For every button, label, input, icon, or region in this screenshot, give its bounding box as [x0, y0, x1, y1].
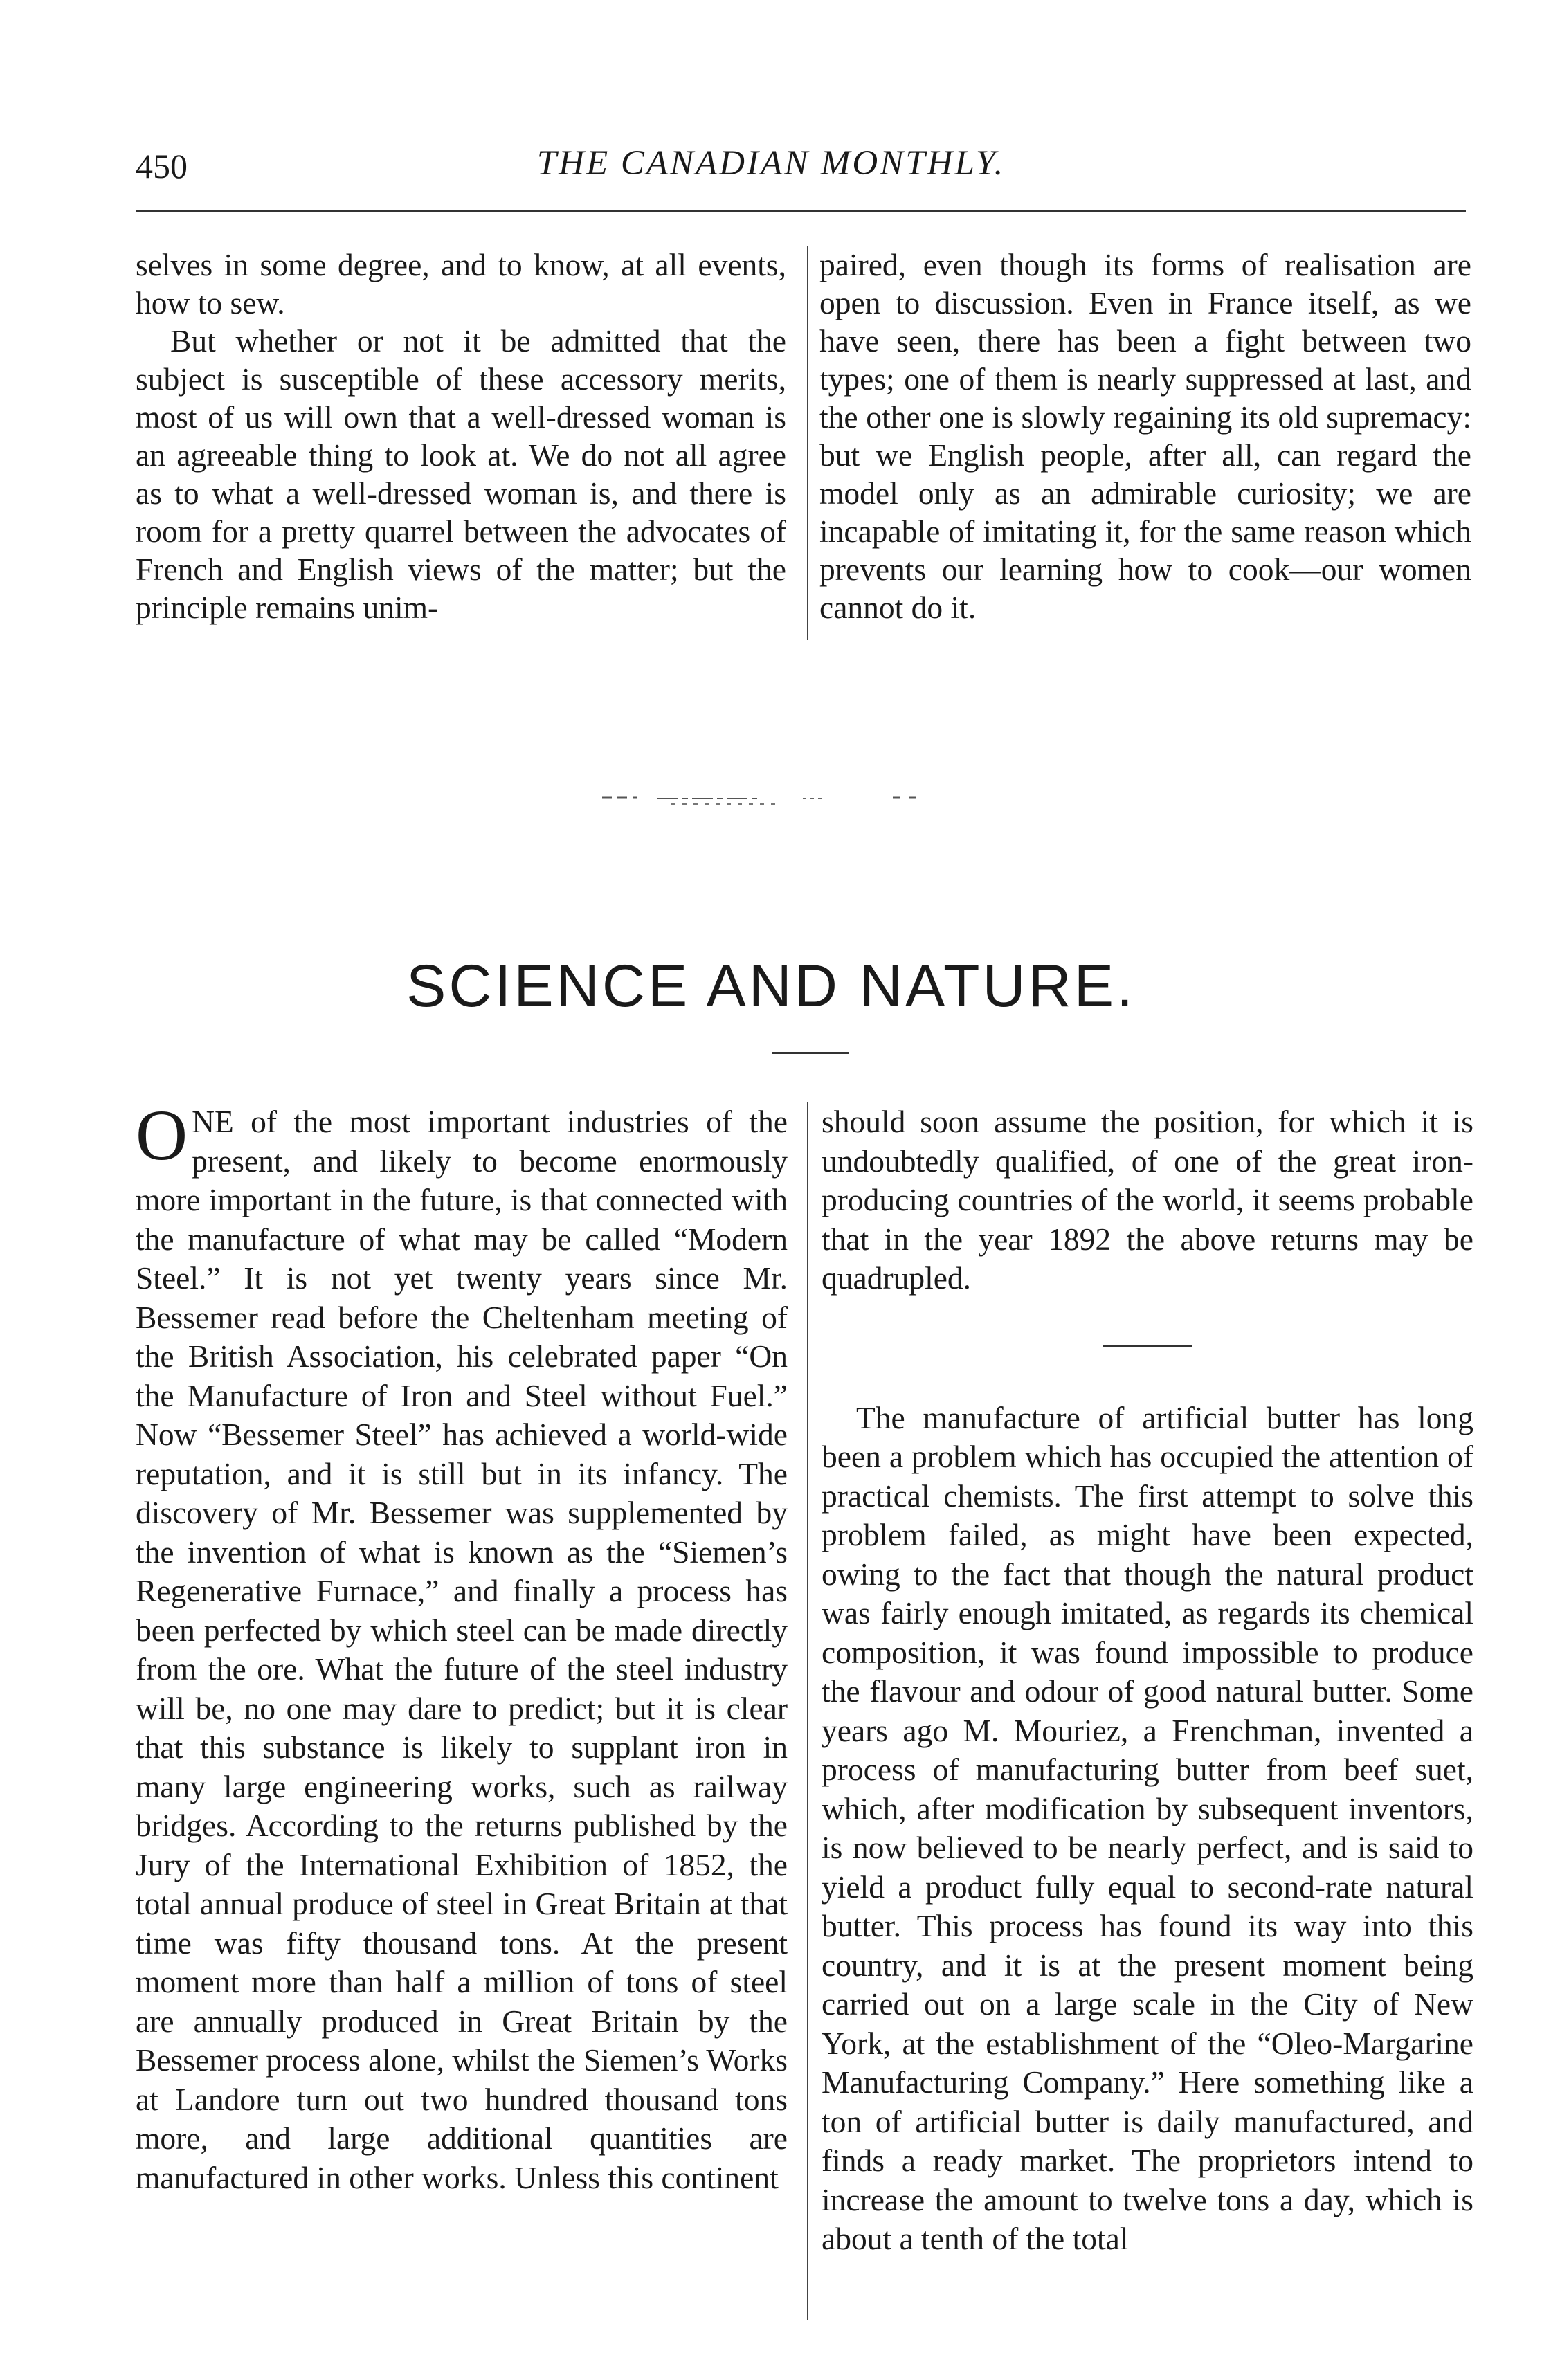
- paragraph: selves in some degree, and to know, at all events, how to sew.: [136, 247, 786, 320]
- paragraph-text: of the most important industries of the present, and likely to become enormously more important in the future, is that connected with the manufacture of what may be called “Modern Steel.” It is not yet twenty years since Mr. Bessemer read before the Cheltenham meeting of the British Association, his celebrated paper “On the Manufacture of Iron and Steel without Fuel.” Now “Bessemer Steel” has achieved a world-wide reputation, and it is still but in its infancy. The discovery of Mr. Bessemer was supplemented by the invention of what is known as the “Siemen’s Regenerative Furnace,” and finally a process has been perfected by which steel can be made directly from the ore. What the future of the steel industry will be, no one may dare to predict; but it is clear that this substance is likely to supplant iron in many large engineering works, such as railway bridges. According to the returns published by the Jury of the International Exhibition of 1852, the total annual produce of steel in Great Britain at that time was fifty thousand tons. At the present moment more than half a million of tons of steel are annually produced in Great Britain by the Bessemer process alone, whilst the Siemen’s Works at Landore turn out two hundred thousand tons more, and large additional quantities are manufactured in other works. Unless this continent: [136, 1104, 788, 2195]
- running-title: THE CANADIAN MONTHLY.: [536, 144, 1006, 183]
- paragraph: should soon assume the position, for which it is undoubtedly qualified, of one of the great iron-producing countries of the world, it seems probable that in the year 1892 the above returns may be quadrupled.: [822, 1104, 1473, 1296]
- column-divider: [807, 246, 808, 640]
- header-rule: [136, 210, 1466, 212]
- opening-caps: NE: [192, 1104, 234, 1139]
- top-right-column: [819, 246, 1471, 626]
- top-left-column: [136, 246, 786, 626]
- ornament-divider: [595, 789, 927, 810]
- paragraph: The manufacture of artificial butter has long been a problem which has occupied the attention of practical chemists. The first attempt to solve this problem failed, as might have been expected, owing to the fact that though the natural product was fairly enough imitated, as regards its chemical composition, it was found impossible to produce the flavour and odour of good natural butter. Some years ago M. Mouriez, a Frenchman, invented a process of manufacturing butter from beef suet, which, after modification by subsequent inventors, is now believed to be nearly perfect, and is said to yield a product fully equal to second-rate natural butter. This process has found its way into this country, and it is at the present moment being carried out on a large scale in the City of New York, at the establishment of the “Oleo-Margarine Manufacturing Company.” Here something like a ton of artificial butter is daily manufactured, and finds a ready market. The proprietors intend to increase the amount to twelve tons a day, which is about a tenth of the total: [822, 1399, 1473, 2256]
- science-left-column: [136, 1096, 788, 2197]
- paragraph: But whether or not it be admitted that the subject is susceptible of these accessory merits, most of us will own that a well-dressed woman is an agreeable thing to look at. We do not all agree as to what a well-dressed woman is, and there is room for a pretty quarrel between the advocates of French and English views of the matter; but the principle remains unim-: [136, 323, 786, 625]
- paragraph: paired, even though its forms of realisation are open to discussion. Even in France itself, as we have seen, there has been a fight between two types; one of them is nearly suppressed at last, and the other one is slowly regaining its old supremacy: but we English people, after all, can regard the model only as an admirable curiosity; we are incapable of imitating it, for the same reason which prevents our learning how to cook—our women cannot do it.: [819, 247, 1471, 625]
- column-divider: [807, 1102, 808, 2320]
- science-right-column: [822, 1102, 1473, 2259]
- drop-cap: O: [136, 1096, 188, 1175]
- section-title: SCIENCE AND NATURE.: [406, 953, 1136, 1019]
- opening-paragraph: [136, 1096, 788, 2197]
- paragraph-rule: [1103, 1345, 1192, 1347]
- title-rule: [772, 1052, 849, 1054]
- page-number: 450: [136, 147, 188, 185]
